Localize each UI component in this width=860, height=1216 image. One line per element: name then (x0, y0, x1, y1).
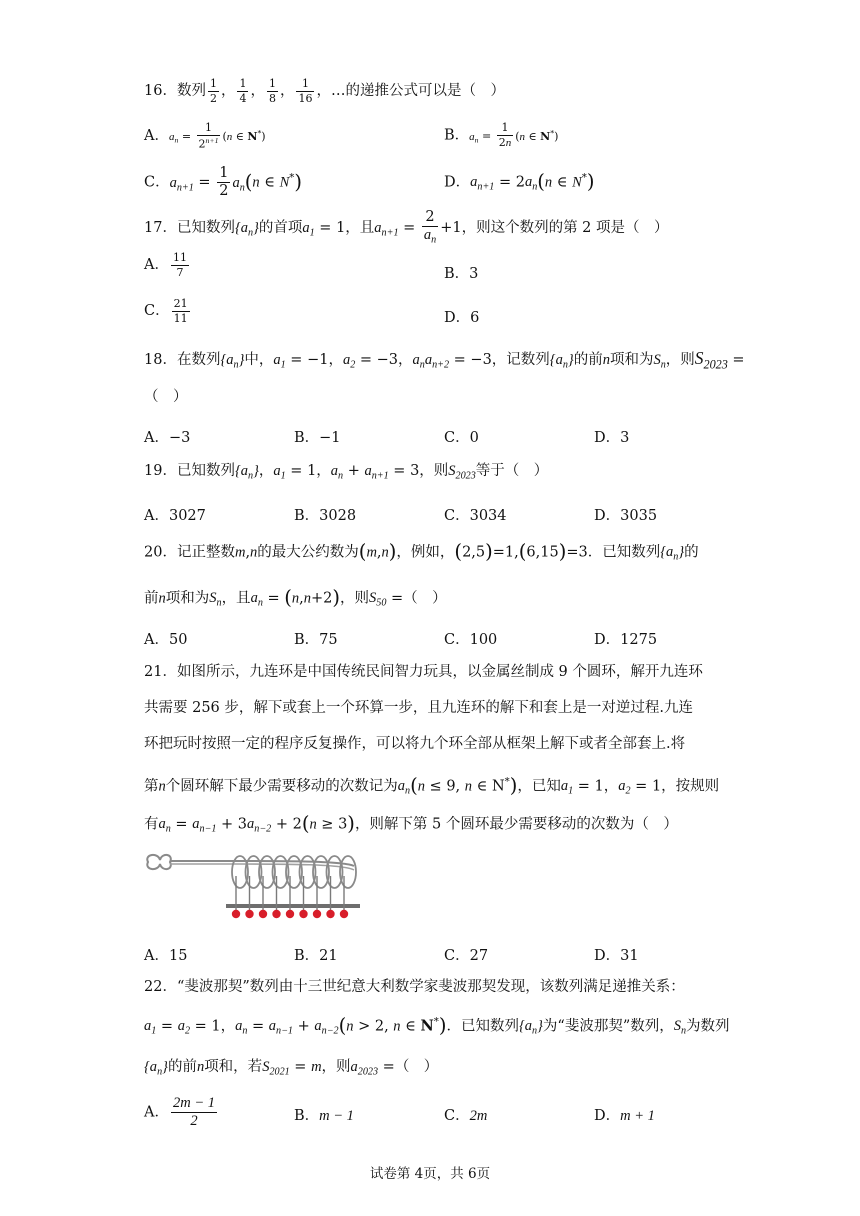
question-21-line4: 第n个圆环解下最少需要移动的次数记为$a_n(n \le 9$, n ∈ N*)，已知$a_1 = 1$，$a_2 = 1$，按规则 (144, 774, 720, 797)
question-21-option-a: A．15 (144, 948, 188, 964)
rings (232, 856, 356, 918)
question-16-option-c: C．$a_{n+1}$ = $\frac{1}{2}$ $a_n(n$ ∈ N*) (144, 165, 302, 200)
question-20-option-c: C．100 (444, 632, 498, 648)
seq-term-2: $\frac{1}{4}$ (239, 77, 247, 105)
stem-text: 数列 (176, 83, 206, 100)
question-17-stem: 17．已知数列$\{a_n\}$的首项$a_1 = 1$，且$a_{n+1}$ = $\frac{2}{a_n}$ +1，则这个数列的第 2 项是（ ） (144, 209, 669, 246)
red-bead (245, 910, 253, 918)
question-21-option-b: B．21 (294, 948, 338, 964)
stem-text: ，…的递推公式可以是（ ） (316, 83, 505, 100)
question-21-line5: 有$a_n = a_{n-1} + 3a_{n-2} + 2(n \ge 3)$，则解下第 5 个圆环最少需要移动的次数为（ ） (144, 812, 678, 835)
question-22-line3: $\{a_n\}$的前n项和，若$S_{2021} = m$，则$a_{2023}$ =（ ） (144, 1059, 439, 1078)
question-21-line1: 21．如图所示，九连环是中国传统民间智力玩具，以金属丝制成 9 个圆环，解开九连环 (144, 664, 703, 680)
red-bead (326, 910, 334, 918)
question-16-option-a: A．$a_n$ = $\frac{1}{2^{n+1}}$ (n ∈ N*) (144, 121, 266, 151)
question-22-option-c: C．2m (444, 1108, 488, 1124)
question-16-stem: 16．数列 $\frac{1}{2}$ ， $\frac{1}{4}$ ， $\frac{1}{8}$ ， $\frac{1}{16}$ ，…的递推公式可以是（ ） (144, 77, 505, 105)
question-21-option-d: D．31 (594, 948, 639, 964)
question-21-option-c: C．27 (444, 948, 489, 964)
question-20-option-b: B．75 (294, 632, 338, 648)
question-17-option-c: C． $\frac{21}{11}$ (144, 297, 188, 325)
seq-term-1: $\frac{1}{2}$ (209, 77, 217, 105)
question-18-stem: 18．在数列$\{a_n\}$中，$a_1 = -1$，$a_2 = -3$，$a_na_{n+2} = -3$，记数列$\{a_n\}$的前n项和为$S_n$，则$S_{2023}$ = (144, 348, 745, 372)
question-19-stem: 19．已知数列$\{a_n\}$，$a_1 = 1$，$a_n + a_{n+1} = 3$，则$S_{2023}$等于（ ） (144, 463, 549, 482)
question-22-option-d: D．m + 1 (594, 1108, 655, 1124)
question-22-line2: $a_1 = a_2 = 1$，$a_n = a_{n-1} + a_{n-2}(n > 2$, n ∈ N*)．已知数列$\{a_n\}$为“斐波那契”数列，$S_n$为数列 (144, 1014, 730, 1037)
red-bead (272, 910, 280, 918)
seq-term-3: $\frac{1}{8}$ (268, 77, 276, 105)
question-number: 16． (144, 83, 177, 100)
question-19-option-b: B．3028 (294, 508, 357, 524)
question-21-line2: 共需要 256 步，解下或套上一个环算一步，且九连环的解下和套上是一对逆过程.九连 (144, 700, 694, 716)
question-19-option-a: A．3027 (144, 508, 206, 524)
question-19-option-c: C．3034 (444, 508, 507, 524)
question-22-option-b: B．m − 1 (294, 1108, 354, 1124)
question-18-option-d: D．3 (594, 430, 630, 446)
nine-linked-rings-figure (144, 850, 364, 924)
question-18-option-c: C．0 (444, 430, 479, 446)
red-bead (286, 910, 294, 918)
question-18-option-a: A．−3 (144, 430, 191, 446)
question-22-line1: 22．“斐波那契”数列由十三世纪意大利数学家斐波那契发现，该数列满足递推关系： (144, 979, 685, 995)
question-20-option-a: A．50 (144, 632, 188, 648)
question-18-tail: （ ） (144, 389, 188, 405)
red-bead (232, 910, 240, 918)
base-bar (226, 904, 360, 908)
question-16-option-d: D．$a_{n+1} = 2a_n(n$ ∈ N*) (444, 170, 595, 193)
red-bead (313, 910, 321, 918)
question-19-option-d: D．3035 (594, 508, 658, 524)
question-20-stem-line2: 前n项和为$S_n$，且$a_n = (n,n+2)$，则$S_{50}$ =（ ） (144, 586, 447, 609)
red-bead (340, 910, 348, 918)
question-16-option-b: B．$a_n$ = $\frac{1}{2n}$ (n ∈ N*) (444, 121, 559, 149)
question-20-stem-line1: 20．记正整数m,n的最大公约数为(m,n)，例如，(2,5)=1,(6,15)=3．已知数列$\{a_n\}$的 (144, 540, 699, 563)
question-22-option-a: A． $\frac{2m - 1}{2}$ (144, 1095, 215, 1130)
page-footer: 试卷第 4页，共 6页 (369, 1166, 491, 1182)
question-17-option-b: B．3 (444, 266, 479, 282)
question-18-option-b: B．−1 (294, 430, 341, 446)
handle-loop (147, 855, 171, 869)
question-21-line3: 环把玩时按照一定的程序反复操作，可以将九个环全部从框架上解下或者全部套上.将 (144, 736, 686, 752)
red-bead (259, 910, 267, 918)
question-17-option-d: D．6 (444, 310, 480, 326)
red-bead (299, 910, 307, 918)
question-17-option-a: A． $\frac{11}{7}$ (144, 251, 187, 279)
question-20-option-d: D．1275 (594, 632, 658, 648)
seq-term-4: $\frac{1}{16}$ (298, 77, 313, 105)
